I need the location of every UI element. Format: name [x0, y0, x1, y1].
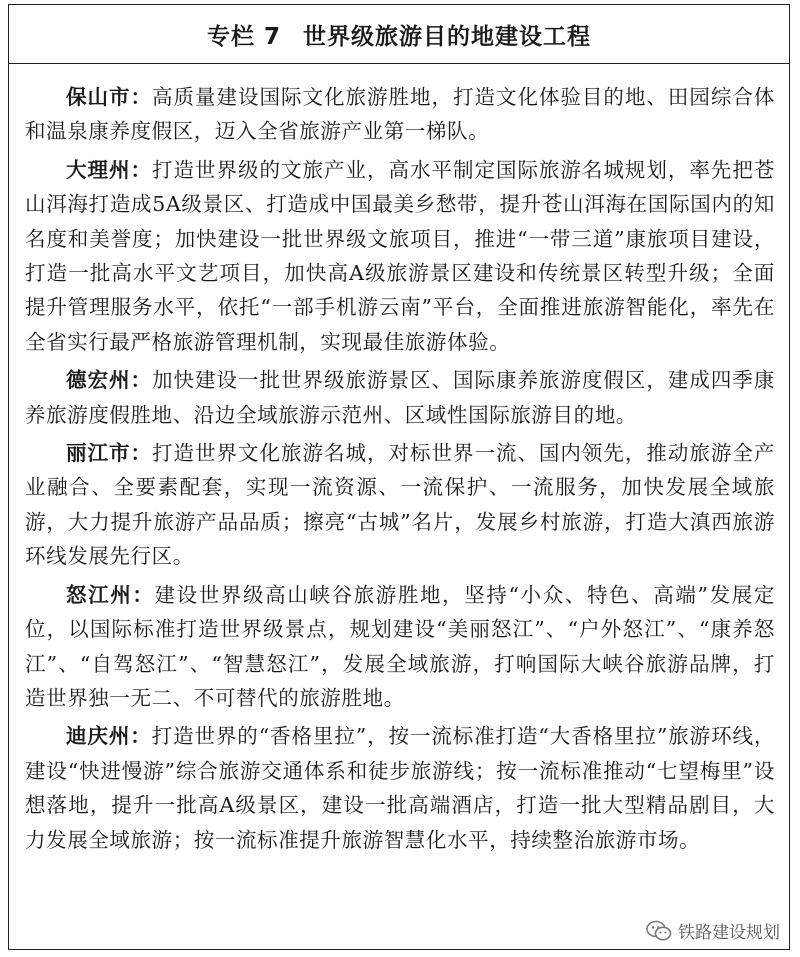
column-header	[9, 5, 789, 64]
entry-name: 迪庆州：	[66, 724, 152, 749]
entry-name: 怒江州：	[66, 582, 155, 607]
watermark-text: 铁路建设规划	[678, 923, 780, 943]
column-box	[8, 4, 790, 950]
entry-text: 加快建设一批世界级旅游景区、国际康养旅游度假区，建成四季康养旅游度假胜地、沿边全域旅游示范州、区域性国际旅游目的地。	[25, 368, 775, 427]
column-content	[9, 64, 789, 857]
wechat-icon	[646, 920, 672, 942]
entry-diqing	[25, 719, 775, 857]
entry-name: 丽江市：	[66, 441, 152, 466]
entry-nujiang	[25, 578, 775, 716]
entry-text: 高质量建设国际文化旅游胜地，打造文化体验目的地、田园综合体和温泉康养度假区，迈入全省旅游产业第一梯队。	[25, 85, 775, 144]
column-label: 专栏 7	[206, 23, 281, 50]
entry-baoshan	[25, 80, 775, 149]
entry-dali	[25, 153, 775, 359]
entry-dehong	[25, 363, 775, 432]
entry-text: 打造世界文化旅游名城，对标世界一流、国内领先，推动旅游全产业融合、全要素配套，实现一流资源、一流保护、一流服务，加快发展全域旅游，大力提升旅游产品品质；擦亮“古城”名片，发展乡村旅游，打造大滇西旅游环线发展先行区。	[25, 441, 775, 569]
entry-name: 大理州：	[66, 157, 152, 182]
watermark	[644, 918, 782, 943]
entry-text: 建设世界级高山峡谷旅游胜地，坚持“小众、特色、高端”发展定位，以国际标准打造世界级景点，规划建设“美丽怒江”、“户外怒江”、“康养怒江”、“自驾怒江”、“智慧怒江”，发展全域旅游，打响国际大峡谷旅游品牌，打造世界独一无二、不可替代的旅游胜地。	[25, 582, 776, 710]
entry-text: 打造世界级的文旅产业，高水平制定国际旅游名城规划，率先把苍山洱海打造成5A级景区、打造成中国最美乡愁带，提升苍山洱海在国际国内的知名度和美誉度；加快建设一批世界级文旅项目，推进“一带三道”康旅项目建设，打造一批高水平文艺项目，加快高A级旅游景区建设和传统景区转型升级；全面提升管理服务水平，依托“一部手机游云南”平台，全面推进旅游智能化，率先在全省实行最严格旅游管理机制，实现最佳旅游体验。	[25, 157, 775, 354]
entry-name: 德宏州：	[66, 368, 152, 393]
entry-lijiang	[25, 436, 775, 574]
column-title: 世界级旅游目的地建设工程	[303, 23, 591, 50]
entry-name: 保山市：	[66, 85, 152, 109]
entry-text: 打造世界的“香格里拉”，按一流标准打造“大香格里拉”旅游环线，建设“快进慢游”综合旅游交通体系和徒步旅游线；按一流标准推动“七望梅里”设想落地，提升一批高A级景区，建设一批高端酒店，打造一批大型精品剧目，大力发展全域旅游；按一流标准提升旅游智慧化水平，持续整治旅游市场。	[25, 724, 775, 852]
